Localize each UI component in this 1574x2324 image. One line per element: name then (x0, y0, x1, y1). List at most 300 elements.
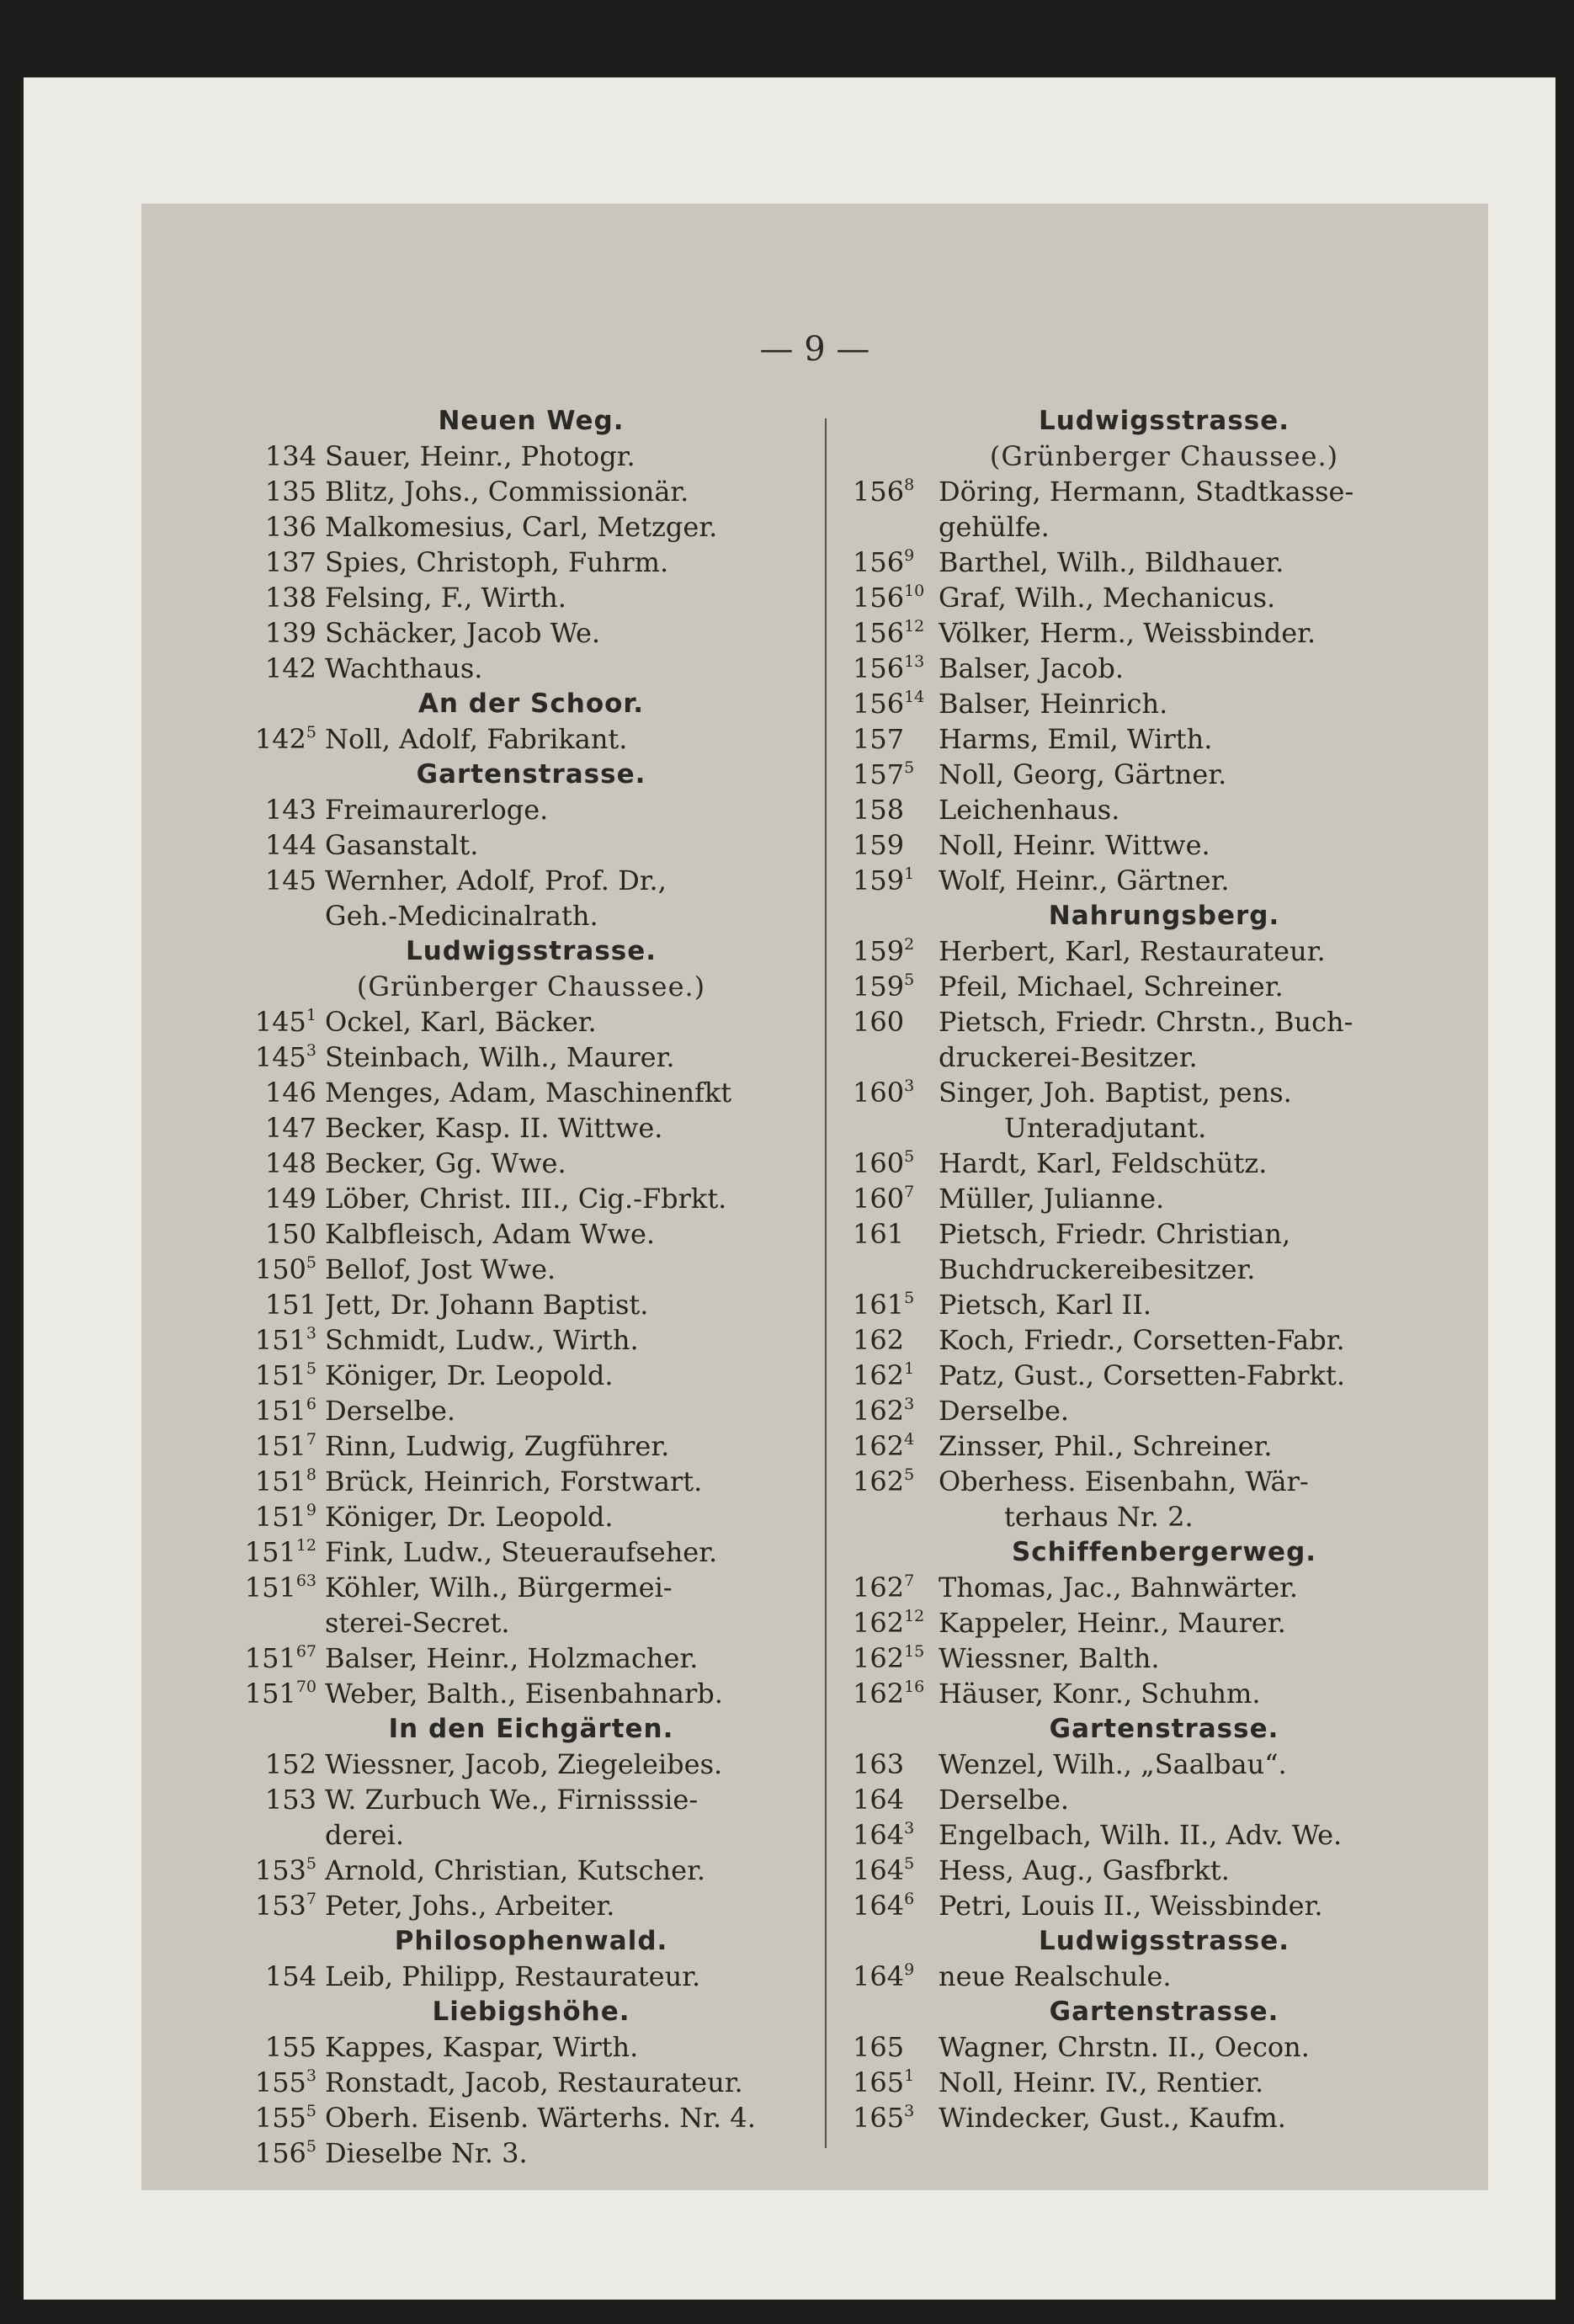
street-heading: Ludwigsstrasse. (1038, 1926, 1290, 1956)
house-number-suffix: 12 (295, 1536, 316, 1555)
house-number-suffix: 5 (306, 1854, 316, 1873)
directory-entry (241, 721, 822, 757)
house-number-suffix: 5 (904, 1147, 915, 1166)
directory-entry (241, 1040, 822, 1075)
resident-name: Müller, Julianne. (939, 1183, 1165, 1215)
resident-name: Leichenhaus. (939, 794, 1120, 826)
directory-entry (853, 933, 1476, 969)
house-number: $164^6$ (853, 1890, 915, 1922)
directory-entry (241, 1287, 822, 1322)
resident-name: Sauer, Heinr., Photogr. (325, 440, 635, 472)
directory-entry (241, 1499, 822, 1534)
resident-name: Balser, Heinr., Holzmacher. (325, 1642, 699, 1674)
resident-name: Kappeler, Heinr., Maurer. (939, 1607, 1286, 1639)
house-number-suffix: 5 (306, 1359, 316, 1378)
directory-entry (241, 1959, 822, 1994)
house-number: $162^1$ (853, 1359, 915, 1391)
house-number-suffix: 3 (904, 1395, 915, 1413)
resident-name: Hess, Aug., Gasfbrkt. (939, 1854, 1230, 1886)
directory-entry (241, 1358, 822, 1393)
house-number: $156^{13}$ (853, 652, 925, 684)
directory-entry (241, 792, 822, 827)
house-number-suffix: 3 (904, 1819, 915, 1837)
house-number-suffix: 7 (306, 1430, 316, 1449)
directory-entry (241, 1075, 822, 1110)
resident-name: Oberhess. Eisenbahn, Wär- (939, 1465, 1309, 1497)
directory-entry (853, 2100, 1476, 2135)
house-number: $162^4$ (853, 1430, 915, 1462)
house-number-suffix: 70 (295, 1678, 316, 1696)
directory-entry (241, 2065, 822, 2100)
directory-entry (241, 1181, 822, 1216)
directory-entry (241, 651, 822, 686)
directory-entry (241, 1641, 822, 1676)
directory-entry (853, 1004, 1476, 1040)
house-number: $160^7$ (853, 1183, 915, 1215)
street-heading: Gartenstrasse. (416, 759, 646, 790)
house-number: $151^7$ (254, 1430, 316, 1462)
directory-entry (853, 792, 1476, 827)
house-number-suffix: 7 (904, 1183, 915, 1201)
house-number: 162 (853, 1324, 905, 1356)
house-number-suffix: 5 (306, 2102, 316, 2120)
entry-continuation: gehülfe. (939, 511, 1050, 543)
resident-name: W. Zurbuch We., Firnisssie- (325, 1784, 699, 1816)
house-number-suffix: 9 (904, 546, 915, 565)
resident-name: Felsing, F., Wirth. (325, 582, 566, 614)
directory-entry (241, 1888, 822, 1923)
directory-entry (853, 969, 1476, 1004)
resident-name: Pietsch, Friedr. Christian, (939, 1218, 1291, 1250)
directory-entry (241, 1110, 822, 1146)
pasted-directory-sheet (141, 204, 1488, 2190)
directory-entry (853, 1464, 1476, 1499)
resident-name: Pietsch, Karl II. (939, 1289, 1151, 1321)
directory-entry (853, 1322, 1476, 1358)
house-number: $153^7$ (254, 1890, 316, 1922)
house-number-suffix: 7 (904, 1571, 915, 1590)
directory-entry (241, 580, 822, 615)
resident-name: Wolf, Heinr., Gärtner. (939, 864, 1230, 896)
resident-name: Fink, Ludw., Steueraufseher. (325, 1536, 718, 1568)
resident-name: Blitz, Johs., Commissionär. (325, 476, 689, 508)
house-number-suffix: 3 (306, 1324, 316, 1343)
resident-name: Noll, Georg, Gärtner. (939, 758, 1227, 790)
resident-name: Oberh. Eisenb. Wärterhs. Nr. 4. (325, 2102, 756, 2134)
entry-continuation: Unteradjutant. (1004, 1112, 1207, 1144)
directory-entry (853, 1393, 1476, 1428)
house-number: 163 (853, 1748, 905, 1780)
house-number: 164 (853, 1784, 905, 1816)
house-number-suffix: 8 (904, 476, 915, 494)
house-number-suffix: 15 (904, 1642, 925, 1661)
resident-name: Ockel, Karl, Bäcker. (325, 1006, 597, 1038)
directory-entry (241, 545, 822, 580)
directory-entry (853, 721, 1476, 757)
house-number: $159^5$ (853, 971, 915, 1002)
house-number-suffix: 16 (904, 1678, 925, 1696)
house-number: $160^5$ (853, 1147, 915, 1179)
house-number: $162^{15}$ (853, 1642, 925, 1674)
resident-name: Hardt, Karl, Feldschütz. (939, 1147, 1268, 1179)
house-number-suffix: 12 (904, 1607, 925, 1625)
directory-entry (241, 1464, 822, 1499)
house-number: 153 (264, 1784, 316, 1816)
resident-name: Balser, Jacob. (939, 652, 1125, 684)
house-number: 160 (853, 1006, 905, 1038)
resident-name: Graf, Wilh., Mechanicus. (939, 582, 1276, 614)
house-number-suffix: 14 (904, 688, 925, 706)
house-number: $156^5$ (254, 2137, 316, 2169)
resident-name: Balser, Heinrich. (939, 688, 1168, 720)
resident-name: Patz, Gust., Corsetten-Fabrkt. (939, 1359, 1345, 1391)
resident-name: Noll, Heinr. Wittwe. (939, 829, 1210, 861)
house-number: 138 (264, 582, 316, 614)
house-number-suffix: 9 (904, 1960, 915, 1979)
house-number: $160^3$ (853, 1077, 915, 1109)
house-number: 155 (264, 2031, 316, 2063)
house-number: 165 (853, 2031, 905, 2063)
resident-name: Völker, Herm., Weissbinder. (939, 617, 1316, 649)
house-number-suffix: 3 (904, 2102, 915, 2120)
street-heading: In den Eichgärten. (388, 1714, 674, 1744)
house-number: 158 (853, 794, 905, 826)
directory-entry (241, 1322, 822, 1358)
house-number: $164^5$ (853, 1854, 915, 1886)
resident-name: Wagner, Chrstn. II., Oecon. (939, 2031, 1310, 2063)
directory-entry (853, 1641, 1476, 1676)
resident-name: Herbert, Karl, Restaurateur. (939, 935, 1326, 967)
directory-entry (241, 1570, 822, 1605)
resident-name: Ronstadt, Jacob, Restaurateur. (325, 2066, 743, 2098)
house-number: $151^{63}$ (244, 1571, 316, 1603)
directory-entry (241, 1853, 822, 1888)
resident-name: Menges, Adam, Maschinenfkt (325, 1077, 732, 1109)
house-number: $165^1$ (853, 2066, 915, 2098)
directory-entry (241, 509, 822, 545)
directory-entry (241, 2029, 822, 2065)
resident-name: Petri, Louis II., Weissbinder. (939, 1890, 1323, 1922)
house-number: $157^5$ (853, 758, 915, 790)
house-number: $142^5$ (254, 723, 316, 755)
street-heading: Gartenstrasse. (1049, 1997, 1279, 2027)
house-number: 134 (264, 440, 316, 472)
directory-entry (241, 1004, 822, 1040)
resident-name: Leib, Philipp, Restaurateur. (325, 1960, 701, 1992)
resident-name: Wiessner, Jacob, Ziegeleibes. (325, 1748, 723, 1780)
resident-name: Häuser, Konr., Schuhm. (939, 1678, 1261, 1710)
resident-name: Löber, Christ. III., Cig.-Fbrkt. (325, 1183, 727, 1215)
street-heading: Philosophenwald. (394, 1926, 668, 1956)
directory-entry (853, 580, 1476, 615)
resident-name: Steinbach, Wilh., Maurer. (325, 1041, 675, 1073)
directory-entry (853, 1605, 1476, 1641)
resident-name: Koch, Friedr., Corsetten-Fabr. (939, 1324, 1345, 1356)
house-number-suffix: 63 (295, 1571, 316, 1590)
house-number-suffix: 5 (904, 1289, 915, 1307)
house-number-suffix: 1 (904, 864, 915, 883)
house-number-suffix: 5 (904, 971, 915, 989)
resident-name: Barthel, Wilh., Bildhauer. (939, 546, 1284, 578)
resident-name: Zinsser, Phil., Schreiner. (939, 1430, 1273, 1462)
house-number: $164^3$ (853, 1819, 915, 1851)
house-number: $153^5$ (254, 1854, 316, 1886)
directory-entry (853, 863, 1476, 898)
house-number-suffix: 3 (306, 1041, 316, 1060)
directory-entry (853, 1146, 1476, 1181)
resident-name: Arnold, Christian, Kutscher. (325, 1854, 706, 1886)
directory-entry (241, 439, 822, 474)
house-number: $164^9$ (853, 1960, 915, 1992)
house-number: 161 (853, 1218, 905, 1250)
directory-entry (853, 686, 1476, 721)
house-number: $155^3$ (254, 2066, 316, 2098)
resident-name: Kappes, Kaspar, Wirth. (325, 2031, 639, 2063)
resident-name: Noll, Heinr. IV., Rentier. (939, 2066, 1264, 2098)
house-number-suffix: 9 (306, 1501, 316, 1519)
resident-name: Wachthaus. (325, 652, 483, 684)
house-number-suffix: 7 (306, 1890, 316, 1908)
directory-entry (853, 1428, 1476, 1464)
house-number-suffix: 12 (904, 617, 925, 636)
house-number: 154 (264, 1960, 316, 1992)
entry-continuation: sterei-Secret. (325, 1607, 510, 1639)
house-number-suffix: 3 (904, 1077, 915, 1095)
house-number-suffix: 3 (306, 2066, 316, 2085)
directory-entry (853, 1216, 1476, 1252)
house-number: 157 (853, 723, 905, 755)
page-number: — 9 — (759, 330, 870, 369)
house-number: 150 (264, 1218, 316, 1250)
house-number: 139 (264, 617, 316, 649)
directory-entry (241, 1146, 822, 1181)
house-number: 135 (264, 476, 316, 508)
resident-name: Wenzel, Wilh., „Saalbau“. (939, 1748, 1287, 1780)
directory-entry (853, 1817, 1476, 1853)
street-heading: Neuen Weg. (438, 406, 625, 436)
house-number: 147 (264, 1112, 316, 1144)
house-number: 145 (264, 864, 316, 896)
house-number: $162^{12}$ (853, 1607, 925, 1639)
house-number-suffix: 1 (904, 2066, 915, 2085)
house-number: $161^5$ (853, 1289, 915, 1321)
resident-name: neue Realschule. (939, 1960, 1172, 1992)
resident-name: Bellof, Jost Wwe. (325, 1253, 556, 1285)
house-number-suffix: 5 (306, 1253, 316, 1272)
directory-entry (853, 1358, 1476, 1393)
directory-entry (853, 651, 1476, 686)
resident-name: Freimaurerloge. (325, 794, 549, 826)
directory-entry (853, 1676, 1476, 1711)
house-number-suffix: 1 (904, 1359, 915, 1378)
directory-entry (853, 1959, 1476, 1994)
directory-entry (241, 2135, 822, 2171)
house-number: 152 (264, 1748, 316, 1780)
directory-entry (241, 1252, 822, 1287)
house-number-suffix: 2 (904, 935, 915, 954)
resident-name: Weber, Balth., Eisenbahnarb. (325, 1678, 723, 1710)
house-number: 148 (264, 1147, 316, 1179)
directory-entry (853, 1747, 1476, 1782)
resident-name: Brück, Heinrich, Forstwart. (325, 1465, 703, 1497)
resident-name: Dieselbe Nr. 3. (325, 2137, 528, 2169)
house-number-suffix: 10 (904, 582, 925, 600)
directory-entry (853, 1853, 1476, 1888)
resident-name: Singer, Joh. Baptist, pens. (939, 1077, 1292, 1109)
directory-entry (241, 1216, 822, 1252)
directory-entry (241, 1782, 822, 1817)
house-number: 137 (264, 546, 316, 578)
directory-entry (241, 474, 822, 509)
house-number: $145^1$ (254, 1006, 316, 1038)
street-heading: Liebigshöhe. (432, 1997, 630, 2027)
resident-name: Wernher, Adolf, Prof. Dr., (325, 864, 667, 896)
resident-name: Derselbe. (325, 1395, 456, 1427)
house-number: $151^9$ (254, 1501, 316, 1533)
directory-entry (853, 1181, 1476, 1216)
resident-name: Königer, Dr. Leopold. (325, 1501, 614, 1533)
resident-name: Wiessner, Balth. (939, 1642, 1160, 1674)
house-number: $150^5$ (254, 1253, 316, 1285)
house-number-suffix: 4 (904, 1430, 915, 1449)
directory-entry (853, 2065, 1476, 2100)
house-number: 144 (264, 829, 316, 861)
house-number-suffix: 5 (904, 1854, 915, 1873)
directory-entry (241, 1393, 822, 1428)
house-number-suffix: 6 (306, 1395, 316, 1413)
directory-entry (853, 1570, 1476, 1605)
street-heading: Schiffenbergerweg. (1011, 1537, 1317, 1567)
house-number-suffix: 67 (295, 1642, 316, 1661)
directory-entry (241, 1676, 822, 1711)
resident-name: Malkomesius, Carl, Metzger. (325, 511, 718, 543)
house-number: $156^{14}$ (853, 688, 925, 720)
house-number: $159^1$ (853, 864, 915, 896)
house-number: $151^8$ (254, 1465, 316, 1497)
resident-name: Harms, Emil, Wirth. (939, 723, 1213, 755)
resident-name: Köhler, Wilh., Bürgermei- (325, 1571, 673, 1603)
street-heading: An der Schoor. (417, 689, 645, 719)
directory-entry (241, 615, 822, 651)
book-page (24, 77, 1555, 2300)
resident-name: Königer, Dr. Leopold. (325, 1359, 614, 1391)
column-divider (825, 418, 827, 2148)
street-subheading: (Grünberger Chaussee.) (356, 971, 706, 1002)
directory-entry (241, 863, 822, 898)
house-number: $156^{10}$ (853, 582, 925, 614)
directory-entry (853, 757, 1476, 792)
house-number: $151^3$ (254, 1324, 316, 1356)
house-number-suffix: 8 (306, 1465, 316, 1484)
left-column (241, 403, 822, 2171)
resident-name: Spies, Christoph, Fuhrm. (325, 546, 669, 578)
directory-entry (241, 1428, 822, 1464)
resident-name: Kalbfleisch, Adam Wwe. (325, 1218, 656, 1250)
house-number: $151^5$ (254, 1359, 316, 1391)
house-number: 142 (264, 652, 316, 684)
house-number: $156^9$ (853, 546, 915, 578)
house-number: 151 (264, 1289, 316, 1321)
resident-name: Pietsch, Friedr. Chrstn., Buch- (939, 1006, 1353, 1038)
directory-entry (853, 827, 1476, 863)
resident-name: Windecker, Gust., Kaufm. (939, 2102, 1286, 2134)
directory-entry (853, 1782, 1476, 1817)
directory-entry (853, 474, 1476, 509)
house-number-suffix: 5 (904, 1465, 915, 1484)
entry-continuation: derei. (325, 1819, 405, 1851)
resident-name: Noll, Adolf, Fabrikant. (325, 723, 628, 755)
resident-name: Schäcker, Jacob We. (325, 617, 601, 649)
directory-entry (853, 615, 1476, 651)
directory-entry (853, 1287, 1476, 1322)
house-number: $162^7$ (853, 1571, 915, 1603)
house-number: 136 (264, 511, 316, 543)
resident-name: Derselbe. (939, 1395, 1070, 1427)
resident-name: Jett, Dr. Johann Baptist. (325, 1289, 649, 1321)
house-number: $162^3$ (853, 1395, 915, 1427)
directory-entry (853, 545, 1476, 580)
house-number: $151^{67}$ (244, 1642, 316, 1674)
entry-continuation: Geh.-Medicinalrath. (325, 900, 598, 932)
directory-entry (853, 1888, 1476, 1923)
directory-entry (853, 1075, 1476, 1110)
resident-name: Schmidt, Ludw., Wirth. (325, 1324, 639, 1356)
street-heading: Ludwigsstrasse. (1038, 406, 1290, 436)
house-number: $145^3$ (254, 1041, 316, 1073)
directory-entry (853, 2029, 1476, 2065)
house-number: $151^{12}$ (244, 1536, 316, 1568)
directory-entry (241, 1747, 822, 1782)
house-number-suffix: 5 (904, 758, 915, 777)
house-number: $156^{12}$ (853, 617, 925, 649)
resident-name: Thomas, Jac., Bahnwärter. (939, 1571, 1299, 1603)
resident-name: Engelbach, Wilh. II., Adv. We. (939, 1819, 1343, 1851)
house-number: $165^3$ (853, 2102, 915, 2134)
house-number: $151^{70}$ (244, 1678, 316, 1710)
house-number-suffix: 6 (904, 1890, 915, 1908)
street-heading: Gartenstrasse. (1049, 1714, 1279, 1744)
directory-entry (241, 1534, 822, 1570)
street-heading: Ludwigsstrasse. (405, 936, 657, 966)
right-column (853, 403, 1476, 2135)
house-number: 143 (264, 794, 316, 826)
house-number: 149 (264, 1183, 316, 1215)
house-number: $162^5$ (853, 1465, 915, 1497)
house-number-suffix: 13 (904, 652, 925, 671)
resident-name: Döring, Hermann, Stadtkasse- (939, 476, 1354, 508)
resident-name: Peter, Johs., Arbeiter. (325, 1890, 615, 1922)
house-number: $159^2$ (853, 935, 915, 967)
entry-continuation: terhaus Nr. 2. (1004, 1501, 1194, 1533)
directory-entry (241, 827, 822, 863)
street-heading: Nahrungsberg. (1048, 901, 1280, 931)
resident-name: Becker, Kasp. II. Wittwe. (325, 1112, 663, 1144)
house-number: $162^{16}$ (853, 1678, 925, 1710)
resident-name: Becker, Gg. Wwe. (325, 1147, 566, 1179)
house-number: 146 (264, 1077, 316, 1109)
resident-name: Pfeil, Michael, Schreiner. (939, 971, 1284, 1002)
house-number: $151^6$ (254, 1395, 316, 1427)
entry-continuation: druckerei-Besitzer. (939, 1041, 1198, 1073)
house-number-suffix: 1 (306, 1006, 316, 1024)
house-number: 159 (853, 829, 905, 861)
street-subheading: (Grünberger Chaussee.) (989, 440, 1339, 472)
directory-entry (241, 2100, 822, 2135)
house-number: $155^5$ (254, 2102, 316, 2134)
resident-name: Rinn, Ludwig, Zugführer. (325, 1430, 670, 1462)
resident-name: Gasanstalt. (325, 829, 479, 861)
house-number-suffix: 5 (306, 723, 316, 742)
